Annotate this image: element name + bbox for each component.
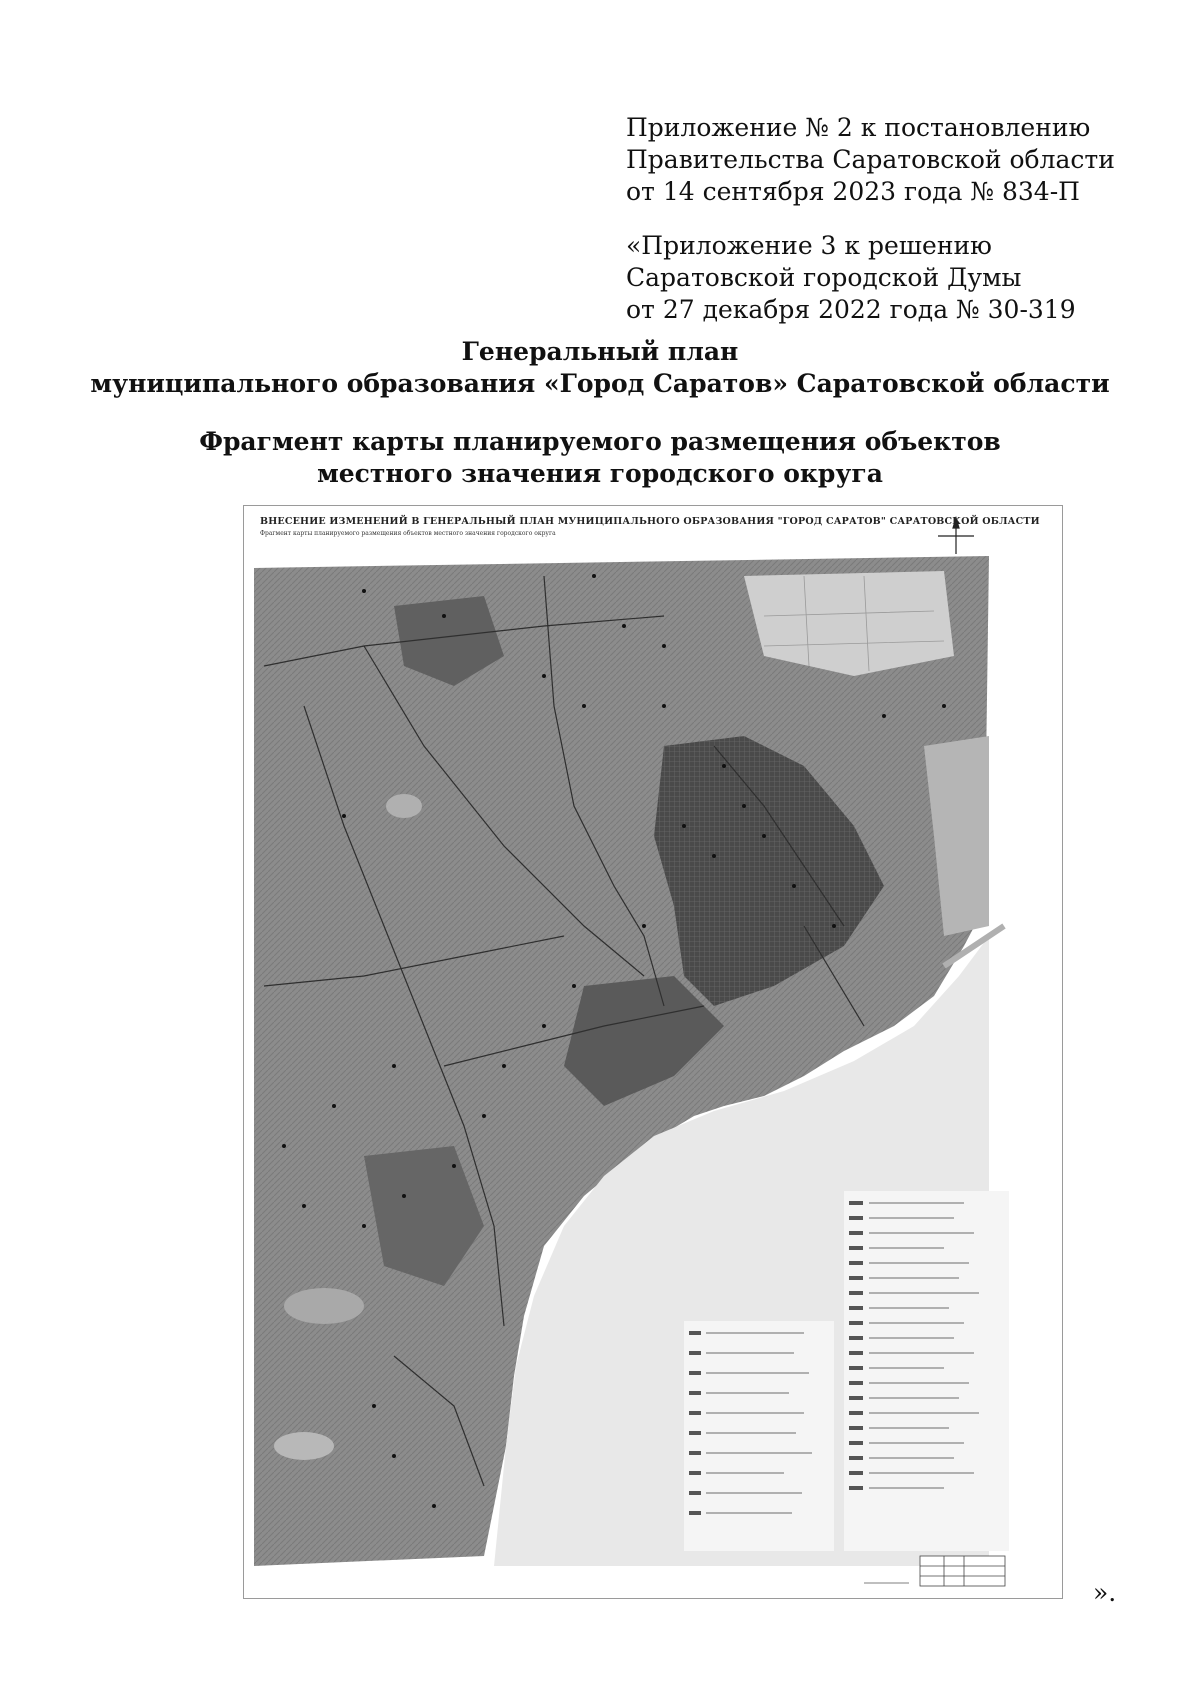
map-drawing bbox=[244, 506, 1062, 1598]
title-line-2: муниципального образования «Город Саратов» Саратовской области bbox=[90, 369, 1110, 398]
closing-quote-mark: ». bbox=[1093, 1578, 1117, 1607]
subtitle-line-2: местного значения городского округа bbox=[317, 459, 883, 488]
appendix-line-1: «Приложение 3 к решению bbox=[626, 231, 992, 260]
subtitle-line-1: Фрагмент карты планируемого размещения объектов bbox=[199, 427, 1001, 456]
map-subheading: Фрагмент карты планируемого размещения объектов местного значения городского округа bbox=[260, 530, 556, 537]
appendix-line-2: Саратовской городской Думы bbox=[626, 263, 1022, 292]
document-title bbox=[0, 336, 1200, 400]
header-line-2: Правительства Саратовской области bbox=[626, 145, 1115, 174]
document-subtitle bbox=[0, 426, 1200, 490]
header-line-1: Приложение № 2 к постановлению bbox=[626, 113, 1091, 142]
appendix-line-3: от 27 декабря 2022 года № 30-319 bbox=[626, 295, 1076, 324]
title-block-stamp bbox=[920, 1556, 1005, 1586]
appendix-header bbox=[626, 230, 1146, 326]
map-fragment bbox=[243, 505, 1063, 1599]
title-line-1: Генеральный план bbox=[461, 337, 739, 366]
resolution-header bbox=[626, 112, 1146, 208]
header-line-3: от 14 сентября 2023 года № 834-П bbox=[626, 177, 1080, 206]
map-heading: ВНЕСЕНИЕ ИЗМЕНЕНИЙ В ГЕНЕРАЛЬНЫЙ ПЛАН МУНИЦИПАЛЬНОГО ОБРАЗОВАНИЯ "ГОРОД САРАТОВ" САРАТОВСКОЙ ОБЛАСТИ bbox=[260, 516, 1040, 527]
